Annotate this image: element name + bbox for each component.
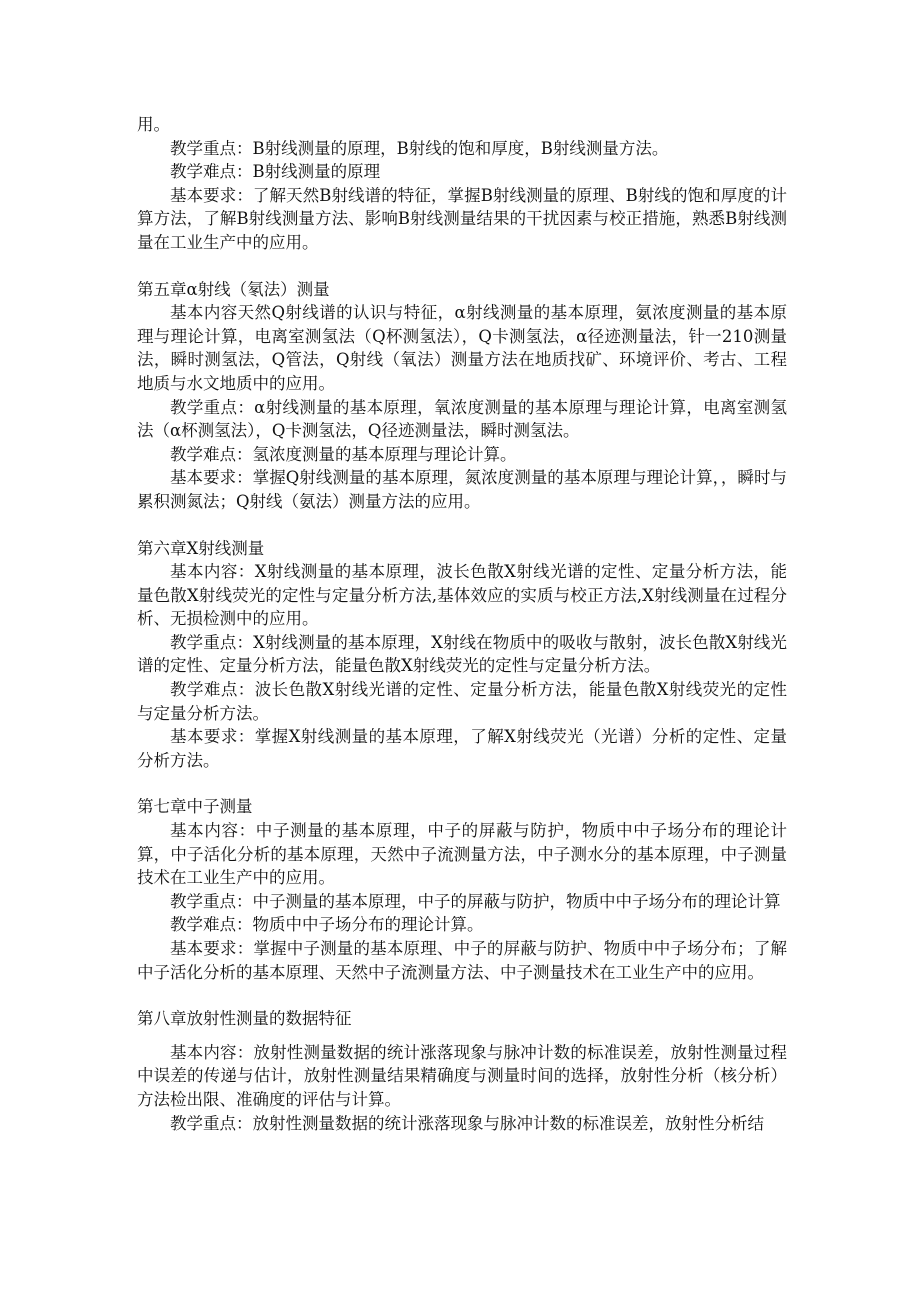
document-page: [137, 113, 787, 1135]
ch5-difficulty: 教学难点：氢浓度测量的基本原理与理论计算。: [170, 444, 517, 464]
ch6-content: 基本内容：X射线测量的基本原理，波长色散X射线光谱的定性、定量分析方法，能量色散X射线荧光的定性与定量分析方法,基体效应的实质与校正方法,X射线测量在过程分析、无损检测中的应用。: [137, 562, 787, 629]
ch7-requirement: 基本要求：掌握中子测量的基本原理、中子的屏蔽与防护、物质中中子场分布；了解中子活化分析的基本原理、天然中子流测量方法、中子测量技术在工业生产中的应用。: [137, 939, 787, 982]
ch5-title: 第五章α射线（氡法）测量: [137, 279, 330, 299]
ch8-content: 基本内容：放射性测量数据的统计涨落现象与脉冲计数的标准误差，放射性测量过程中误差的传递与估计，放射性测量结果精确度与测量时间的选择，放射性分析（核分析）方法检出限、准确度的评估与计算。: [137, 1042, 787, 1109]
ch7-content: 基本内容：中子测量的基本原理，中子的屏蔽与防护，物质中中子场分布的理论计算，中子活化分析的基本原理，天然中子流测量方法，中子测水分的基本原理，中子测量技术在工业生产中的应用。: [137, 821, 787, 888]
ch8-key-points: 教学重点：放射性测量数据的统计涨落现象与脉冲计数的标准误差，放射性分析结: [170, 1113, 764, 1133]
ch6-key-points: 教学重点：X射线测量的基本原理，X射线在物质中的吸收与散射，波长色散X射线光谱的定性、定量分析方法，能量色散X射线荧光的定性与定量分析方法。: [137, 632, 787, 676]
ch5-key-points: 教学重点：α射线测量的基本原理，氧浓度测量的基本原理与理论计算，电离室测氢法（α杯测氢法），Q卡测氢法，Q径迹测量法，瞬时测氢法。: [137, 397, 787, 441]
ch8-title: 第八章放射性测量的数据特征: [137, 1009, 352, 1029]
ch7-difficulty: 教学难点：物质中中子场分布的理论计算。: [170, 915, 484, 935]
ch6-requirement: 基本要求：掌握X射线测量的基本原理，了解X射线荧光（光谱）分析的定性、定量分析方法。: [137, 727, 787, 770]
ch6-title: 第六章X射线测量: [137, 538, 265, 558]
ch6-difficulty: 教学难点：波长色散X射线光谱的定性、定量分析方法，能量色散X射线荧光的定性与定量分析方法。: [137, 680, 787, 723]
intro-tail-text: 用。: [137, 115, 170, 134]
ch4-key-points: 教学重点：B射线测量的原理，B射线的饱和厚度，B射线测量方法。: [170, 138, 669, 158]
ch4-difficulty: 教学难点：B射线测量的原理: [170, 162, 381, 182]
ch5-requirement: 基本要求：掌握Q射线测量的基本原理，氮浓度测量的基本原理与理论计算，，瞬时与累积测氮法；Q射线（氨法）测量方法的应用。: [137, 468, 787, 511]
ch5-content: 基本内容天然Q射线谱的认识与特征，α射线测量的基本原理，氨浓度测量的基本原理与理论计算，电离室测氢法（Q杯测氢法），Q卡测氢法，α径迹测量法，针一210测量法，瞬时测氢法，Q管法，Q射线（氧法）测量方法在地质找矿、环境评价、考古、工程地质与水文地质中的应用。: [137, 303, 787, 393]
ch4-requirement: 基本要求：了解天然B射线谱的特征，掌握B射线测量的原理、B射线的饱和厚度的计算方法，了解B射线测量方法、影响B射线测量结果的干扰因素与校正措施，熟悉B射线测量在工业生产中的应用。: [137, 185, 787, 252]
ch7-title: 第七章中子测量: [137, 797, 253, 817]
ch7-key-points: 教学重点：中子测量的基本原理，中子的屏蔽与防护，物质中中子场分布的理论计算: [170, 891, 781, 911]
